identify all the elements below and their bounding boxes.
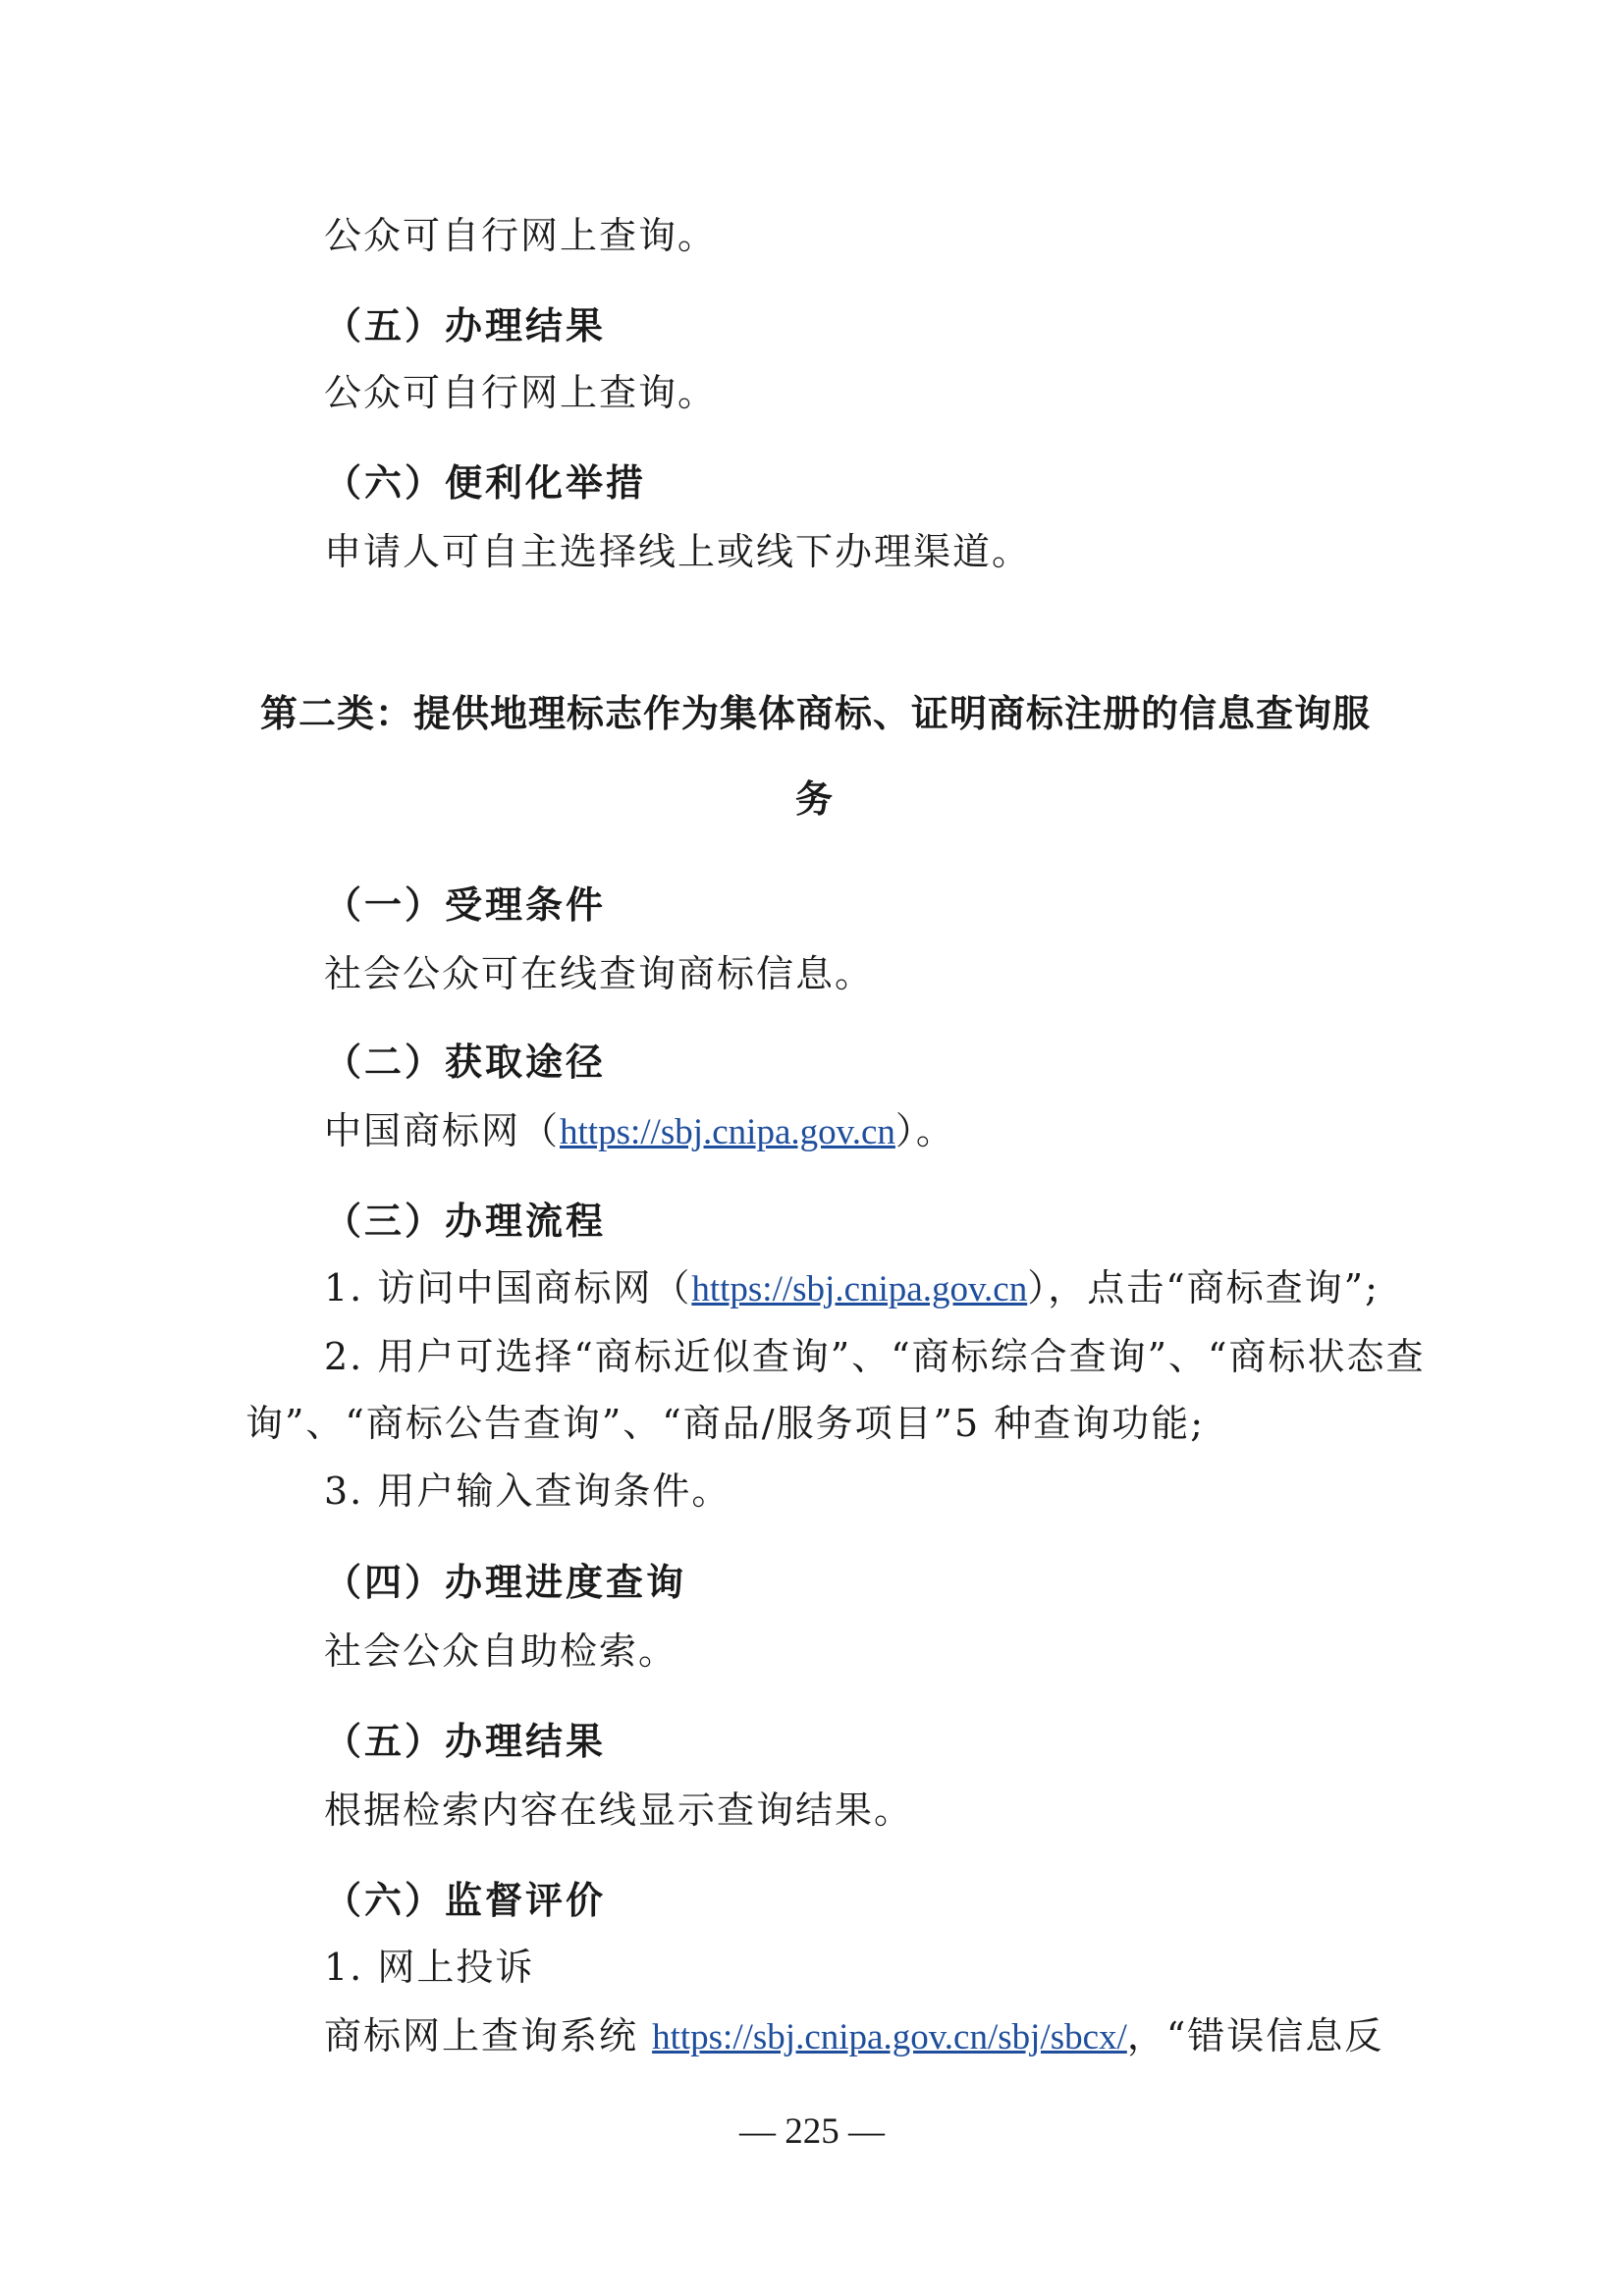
- text-fragment: 商标网上查询系统: [324, 2014, 653, 2057]
- text-fragment: ，“错误信息反: [1126, 2014, 1384, 2057]
- section-heading: （四）办理进度查询: [324, 1561, 687, 1604]
- paragraph-text: 1. 网上投诉: [324, 1946, 535, 1989]
- category-title: 第二类：提供地理标志作为集体商标、证明商标注册的信息查询服: [260, 692, 1372, 735]
- paragraph-text: 申请人可自主选择线上或线下办理渠道。: [324, 530, 1032, 573]
- category-title-continued: 务: [795, 777, 835, 821]
- paragraph-text: 社会公众自助检索。: [324, 1629, 678, 1673]
- section-heading: （六）便利化举措: [324, 461, 647, 505]
- section-heading: （二）获取途径: [324, 1041, 607, 1084]
- website-link[interactable]: https://sbj.cnipa.gov.cn: [560, 1112, 895, 1152]
- website-link[interactable]: https://sbj.cnipa.gov.cn: [691, 1269, 1028, 1309]
- paragraph-text: 根据检索内容在线显示查询结果。: [324, 1789, 914, 1832]
- section-heading: （五）办理结果: [324, 1720, 607, 1763]
- paragraph-text: [324, 2014, 1383, 2059]
- paragraph-text: 社会公众可在线查询商标信息。: [324, 952, 875, 995]
- text-fragment: 1. 访问中国商标网（: [324, 1266, 692, 1309]
- paragraph-text: [324, 1109, 955, 1154]
- step-item: [324, 1266, 1380, 1311]
- step-item: 2. 用户可选择“商标近似查询”、“商标综合查询”、“商标状态查: [324, 1335, 1426, 1378]
- text-fragment: 中国商标网（: [324, 1109, 561, 1152]
- paragraph-text: 公众可自行网上查询。: [324, 371, 718, 414]
- section-heading: （五）办理结果: [324, 304, 607, 347]
- section-heading: （六）监督评价: [324, 1879, 607, 1922]
- paragraph-text: 公众可自行网上查询。: [324, 214, 718, 257]
- step-item-continued: 询”、“商标公告查询”、“商品/服务项目”5 种查询功能;: [245, 1402, 1205, 1445]
- step-item: 3. 用户输入查询条件。: [324, 1469, 731, 1513]
- section-heading: （一）受理条件: [324, 883, 607, 927]
- text-fragment: ）。: [894, 1109, 955, 1152]
- website-link[interactable]: https://sbj.cnipa.gov.cn/sbj/sbcx/: [652, 2017, 1127, 2057]
- page-number: — 225 —: [739, 2111, 885, 2152]
- section-heading: （三）办理流程: [324, 1200, 607, 1243]
- text-fragment: ），点击“商标查询”;: [1027, 1266, 1380, 1309]
